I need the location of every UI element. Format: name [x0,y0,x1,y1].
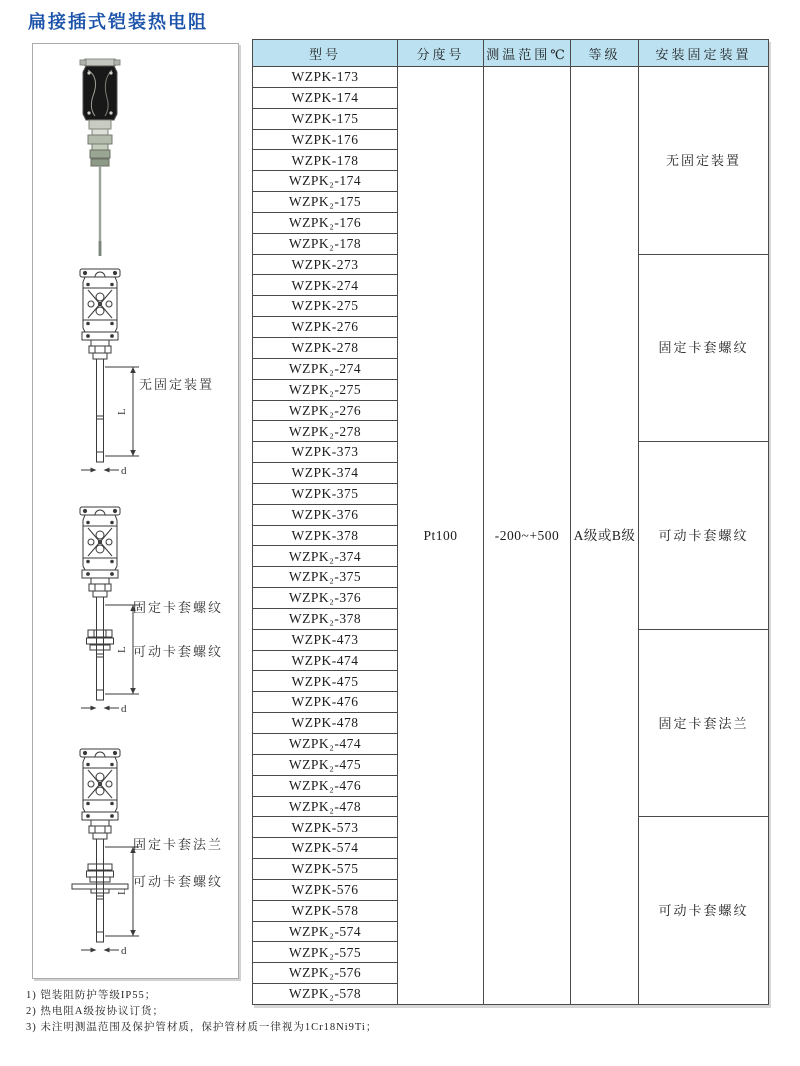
product-photo [55,56,175,261]
dim-diameter-label: d [121,465,127,477]
header-mounting: 安装固定装置 [639,40,769,67]
figure-label-fixed-clamp-thread: 固定卡套螺纹 [133,600,224,615]
model-cell: WZPK-374 [253,463,398,484]
mount-group-cell: 固定卡套法兰 [639,629,769,817]
model-cell: WZPK₂-174 [253,171,398,192]
model-cell: WZPK-273 [253,254,398,275]
figure-panel [32,43,239,979]
model-cell: WZPK₂-274 [253,358,398,379]
footnote-1: 1) 铠装阻防护等级IP55； [26,990,157,1001]
table-body [253,67,769,1005]
model-cell: WZPK₂-374 [253,546,398,567]
model-cell: WZPK₂-276 [253,400,398,421]
page-title: 扁接插式铠装热电阻 [28,12,208,32]
model-cell: WZPK₂-175 [253,192,398,213]
model-cell: WZPK-576 [253,879,398,900]
dim-length-label: L [116,408,128,415]
model-cell: WZPK-476 [253,692,398,713]
model-cell: WZPK-574 [253,838,398,859]
mount-group-cell: 无固定装置 [639,67,769,255]
header-grade: 等级 [571,40,639,67]
model-cell: WZPK₂-475 [253,754,398,775]
model-cell: WZPK-578 [253,900,398,921]
model-cell: WZPK-176 [253,129,398,150]
model-cell: WZPK₂-474 [253,734,398,755]
model-cell: WZPK₂-578 [253,984,398,1005]
header-model: 型号 [253,40,398,67]
model-cell: WZPK-575 [253,859,398,880]
temp-range-cell: -200~+500 [484,67,571,1005]
model-cell: WZPK₂-576 [253,963,398,984]
model-cell: WZPK₂-476 [253,775,398,796]
model-cell: WZPK-174 [253,87,398,108]
model-cell: WZPK-474 [253,650,398,671]
model-cell: WZPK-378 [253,525,398,546]
clamp-nuts [87,864,114,882]
figure-label-no-fixing: 无固定装置 [139,377,215,392]
mount-group-cell: 可动卡套螺纹 [639,817,769,1005]
model-cell: WZPK₂-375 [253,567,398,588]
grade-cell: A级或B级 [571,67,639,1005]
dim-diameter-label: d [121,703,127,715]
model-cell: WZPK₂-376 [253,588,398,609]
model-cell: WZPK₂-378 [253,608,398,629]
figure-label-fixed-clamp-flange: 固定卡套法兰 [133,837,224,852]
model-cell: WZPK₂-574 [253,921,398,942]
model-cell: WZPK-276 [253,317,398,338]
model-cell: WZPK-275 [253,296,398,317]
figure-label-movable-clamp-thread: 可动卡套螺纹 [133,644,224,659]
model-cell: WZPK-375 [253,483,398,504]
header-row [253,40,769,67]
model-cell: WZPK-473 [253,629,398,650]
model-cell: WZPK-173 [253,67,398,88]
footnote-3: 3) 未注明测温范围及保护管材质，保护管材质一律视为1Cr18Ni9Ti； [26,1021,378,1033]
mount-group-cell: 可动卡套螺纹 [639,442,769,630]
model-cell: WZPK-274 [253,275,398,296]
model-cell: WZPK₂-275 [253,379,398,400]
model-cell: WZPK-376 [253,504,398,525]
mount-group-cell: 固定卡套螺纹 [639,254,769,442]
model-cell: WZPK-278 [253,337,398,358]
model-cell: WZPK-175 [253,108,398,129]
header-graduation: 分度号 [398,40,484,67]
model-cell: WZPK-373 [253,442,398,463]
model-cell: WZPK₂-176 [253,212,398,233]
model-cell: WZPK-475 [253,671,398,692]
graduation-cell: Pt100 [398,67,484,1005]
dim-diameter-label: d [121,945,127,957]
dim-length-label: L [116,888,128,895]
model-cell: WZPK-478 [253,713,398,734]
header-temp-range: 测温范围℃ [484,40,571,67]
figure-label-movable-clamp-thread-2: 可动卡套螺纹 [133,874,224,889]
model-cell: WZPK-178 [253,150,398,171]
footnotes [26,988,377,1035]
table-row [253,67,769,88]
model-cell: WZPK₂-278 [253,421,398,442]
model-cell: WZPK₂-478 [253,796,398,817]
dim-length-label: L [116,646,128,653]
clamp-nuts [87,630,114,650]
model-cell: WZPK-573 [253,817,398,838]
drawing-clamp-flange [55,746,175,964]
footnote-2: 2) 热电阻A级按协议订货； [26,1005,164,1017]
model-cell: WZPK₂-575 [253,942,398,963]
model-cell: WZPK₂-178 [253,233,398,254]
spec-table [252,39,769,1005]
